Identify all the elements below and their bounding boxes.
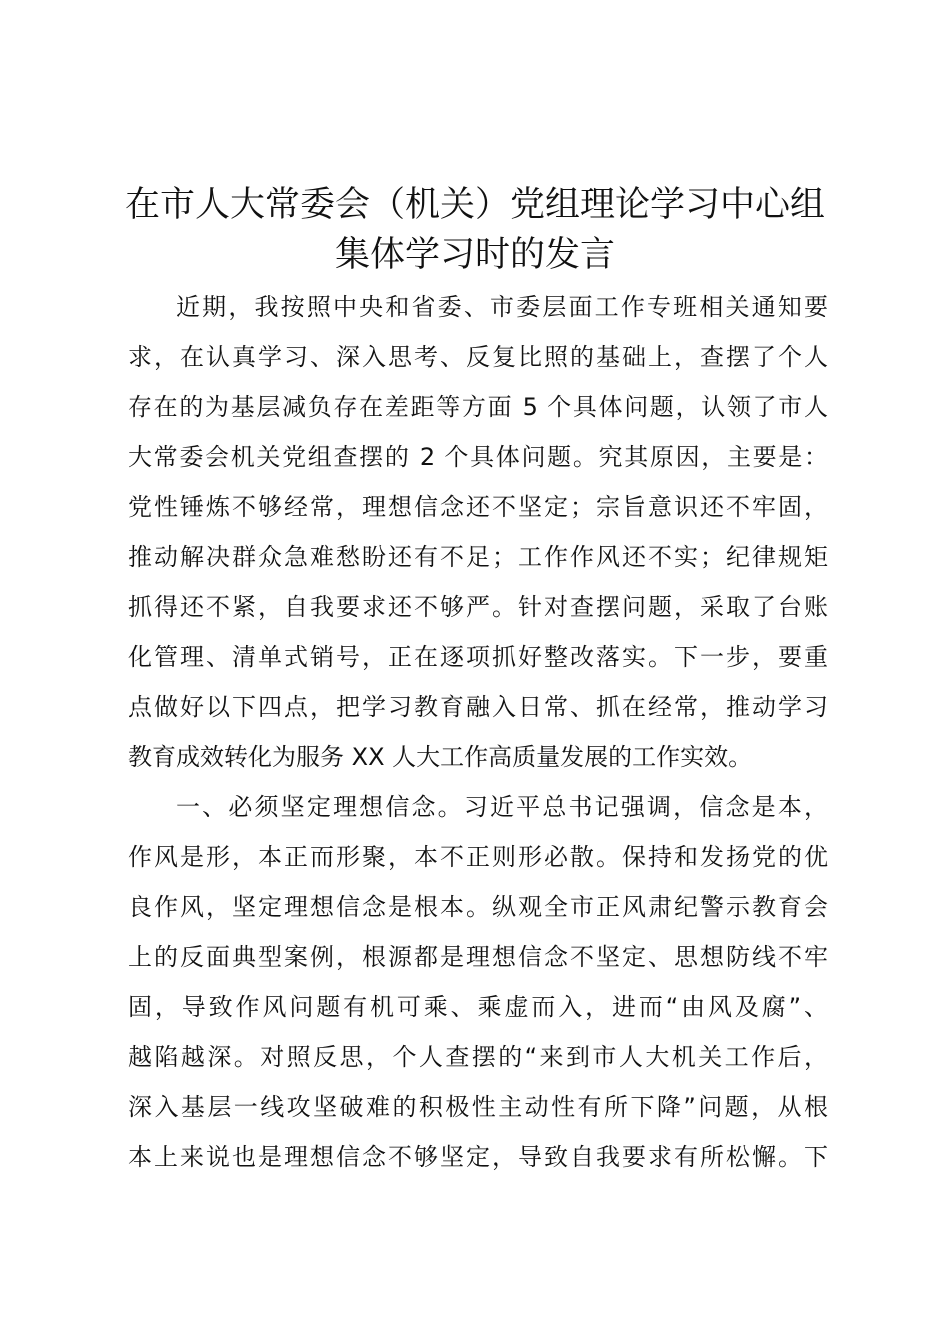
paragraph-line: 本上来说也是理想信念不够坚定，导致自我要求有所松懈。下	[128, 1143, 828, 1171]
paragraph-line: 一、必须坚定理想信念。习近平总书记强调，信念是本，	[176, 793, 828, 821]
paragraph-line: 良作风，坚定理想信念是根本。纵观全市正风肃纪警示教育会	[128, 893, 828, 921]
paragraph-line: 抓得还不紧，自我要求还不够严。针对查摆问题，采取了台账	[128, 593, 828, 621]
document-title	[120, 180, 830, 280]
paragraph-line: 党性锤炼不够经常，理想信念还不坚定；宗旨意识还不牢固，	[128, 493, 828, 521]
paragraph-line: 教育成效转化为服务 XX 人大工作高质量发展的工作实效。	[128, 743, 753, 771]
paragraph-line: 存在的为基层减负存在差距等方面 5 个具体问题，认领了市人	[128, 393, 828, 421]
title-line-1: 在市人大常委会（机关）党组理论学习中心组	[124, 185, 825, 225]
paragraph-line: 大常委会机关党组查摆的 2 个具体问题。究其原因，主要是：	[128, 443, 828, 471]
paragraph-2	[128, 782, 828, 1182]
paragraph-line: 点做好以下四点，把学习教育融入日常、抓在经常，推动学习	[128, 693, 828, 721]
paragraph-line: 上的反面典型案例，根源都是理想信念不坚定、思想防线不牢	[128, 943, 828, 971]
title-line-2: 集体学习时的发言	[334, 235, 615, 275]
paragraph-line: 近期，我按照中央和省委、市委层面工作专班相关通知要	[176, 293, 828, 321]
paragraph-line: 作风是形，本正而形聚，本不正则形必散。保持和发扬党的优	[128, 843, 828, 871]
paragraph-line: 固，导致作风问题有机可乘、乘虚而入，进而“由风及腐”、	[128, 993, 828, 1021]
paragraph-line: 化管理、清单式销号，正在逐项抓好整改落实。下一步，要重	[128, 643, 828, 671]
paragraph-1	[128, 282, 828, 782]
paragraph-line: 深入基层一线攻坚破难的积极性主动性有所下降”问题，从根	[128, 1093, 828, 1121]
paragraph-line: 越陷越深。对照反思，个人查摆的“来到市人大机关工作后，	[128, 1043, 828, 1071]
paragraph-line: 求，在认真学习、深入思考、反复比照的基础上，查摆了个人	[128, 343, 828, 371]
document-body	[128, 282, 828, 1182]
paragraph-line: 推动解决群众急难愁盼还有不足；工作作风还不实；纪律规矩	[128, 543, 828, 571]
